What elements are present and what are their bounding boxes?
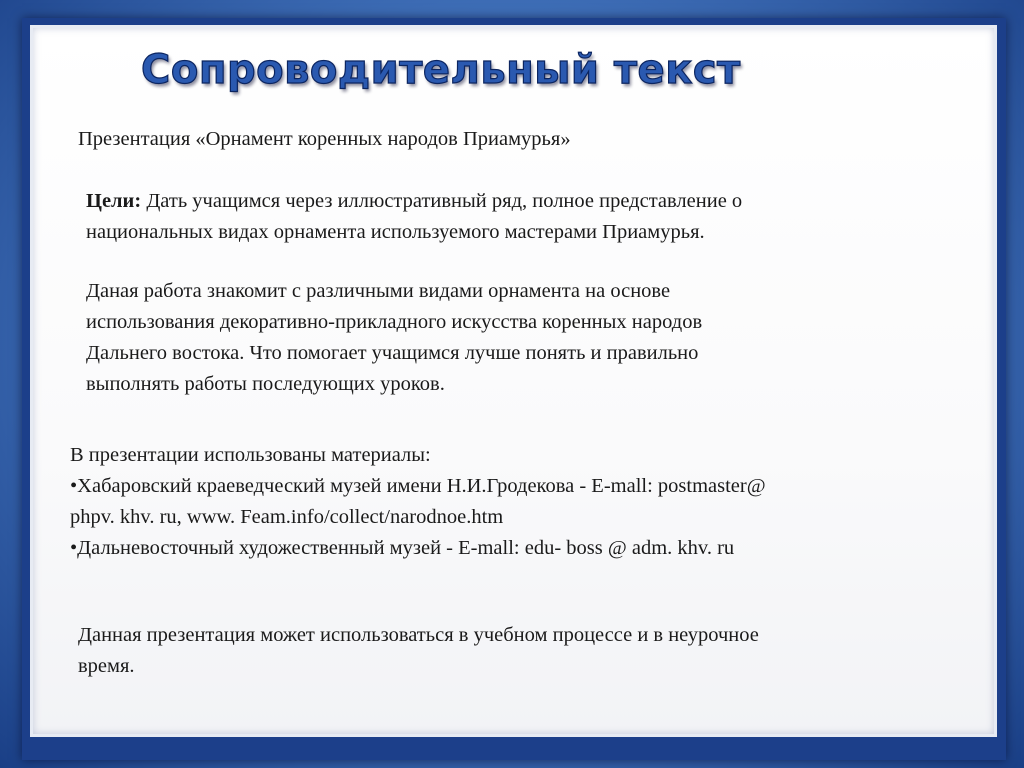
slide-title: Сопроводительный текст xyxy=(141,47,741,93)
work-line-2: использования декоративно-прикладного искусства коренных народов xyxy=(86,311,703,333)
subtitle-text: Презентация «Орнамент коренных народов Приамурья» xyxy=(78,128,571,150)
work-description-paragraph xyxy=(86,276,966,400)
note-line-2: время. xyxy=(78,655,135,677)
materials-paragraph xyxy=(70,440,970,564)
goals-paragraph xyxy=(86,186,966,248)
work-line-3: Дальнего востока. Что помогает учащимся лучше понять и правильно xyxy=(86,342,699,364)
presentation-subtitle xyxy=(78,124,938,155)
materials-item-1-line-2: phpv. khv. ru, www. Feam.info/collect/narodnoe.htm xyxy=(70,506,504,528)
usage-note-paragraph xyxy=(78,620,958,682)
goals-label: Цели: xyxy=(86,190,142,212)
note-line-1: Данная презентация может использоваться в учебном процессе и в неурочное xyxy=(78,624,759,646)
goals-line-1 xyxy=(86,186,966,217)
materials-heading: В презентации использованы материалы: xyxy=(70,444,431,466)
goals-text-1: Дать учащимся через иллюстративный ряд, полное представление о xyxy=(141,190,743,212)
materials-item-2: •Дальневосточный художественный музей - E-mall: edu- boss @ adm. khv. ru xyxy=(70,537,735,559)
slide xyxy=(30,25,997,737)
materials-item-1-line-1: •Хабаровский краеведческий музей имени Н.И.Гродекова - E-mall: postmaster@ xyxy=(70,475,766,497)
work-line-1: Даная работа знакомит с различными видами орнамента на основе xyxy=(86,280,671,302)
work-line-4: выполнять работы последующих уроков. xyxy=(86,373,445,395)
goals-line-2: национальных видах орнамента используемого мастерами Приамурья. xyxy=(86,221,705,243)
